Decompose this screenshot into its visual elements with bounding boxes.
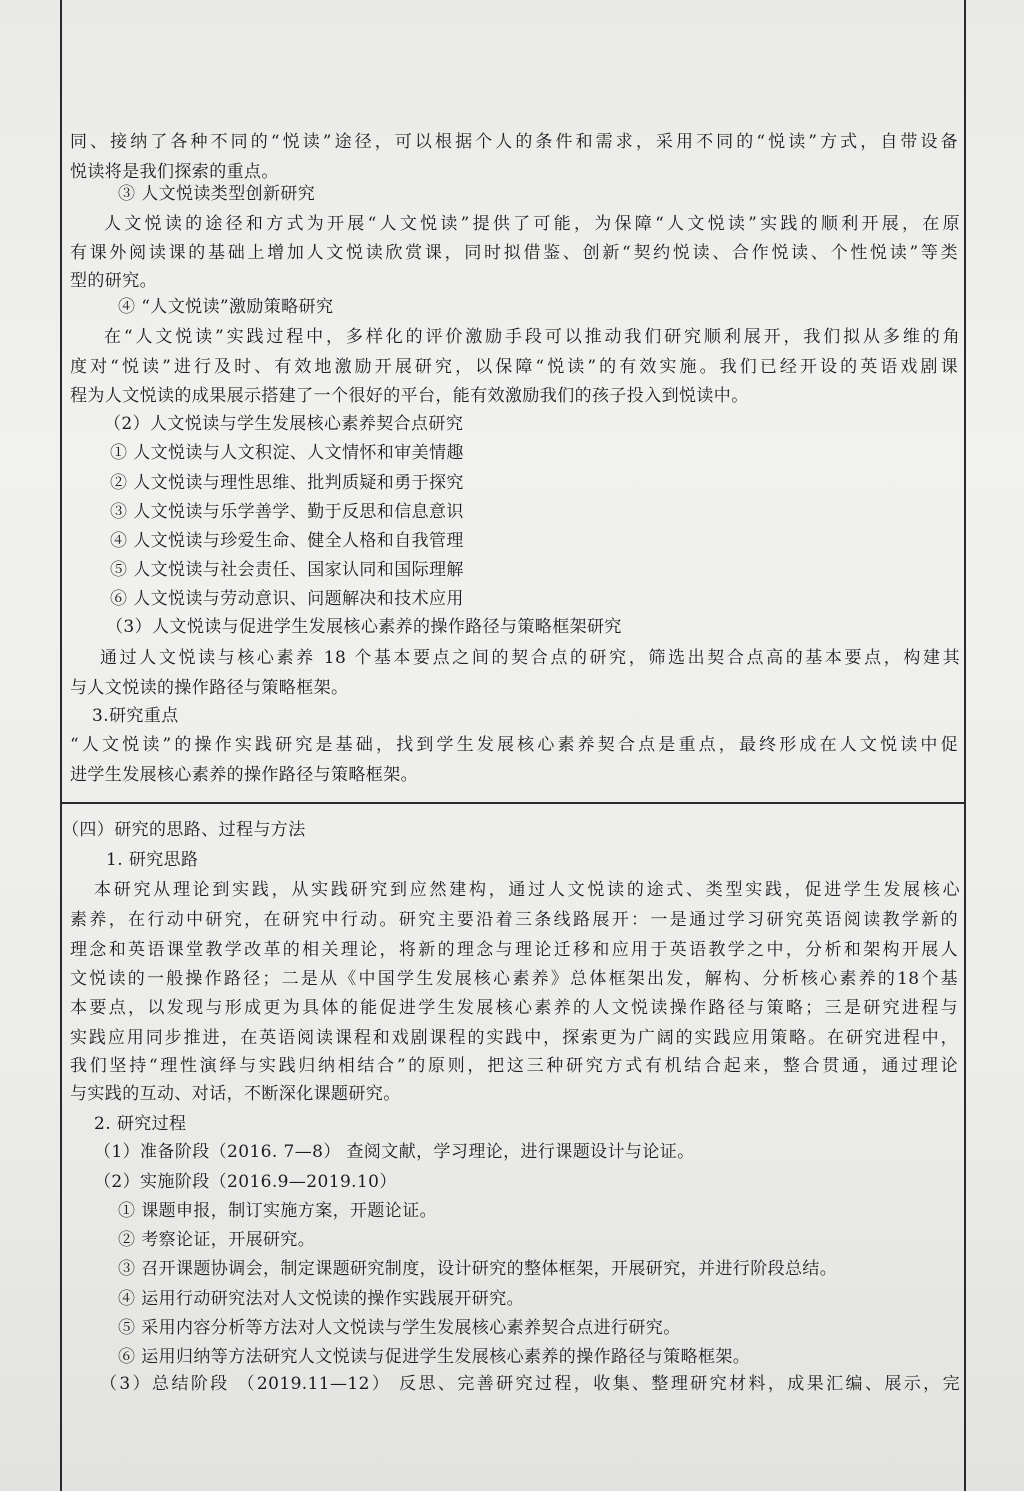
list-item: ③ 人文悦读与乐学善学、勤于反思和信息意识 bbox=[110, 502, 464, 522]
paragraph-line: 有课外阅读课的基础上增加人文悦读欣赏课，同时拟借鉴、创新“契约悦读、合作悦读、个性悦读”等类 bbox=[70, 243, 958, 263]
subheading: 3.研究重点 bbox=[92, 706, 179, 726]
paragraph-line: 本要点，以发现与形成更为具体的能促进学生发展核心素养的人文悦读操作路径与策略；三是研究进程与 bbox=[70, 998, 958, 1018]
paragraph-line: 在“人文悦读”实践过程中，多样化的评价激励手段可以推动我们研究顺利展开，我们拟从多维的角 bbox=[104, 327, 960, 347]
list-item: ③ 召开课题协调会，制定课题研究制度，设计研究的整体框架，开展研究，并进行阶段总结。 bbox=[118, 1259, 838, 1279]
paragraph-line: 实践应用同步推进，在英语阅读课程和戏剧课程的实践中，探索更为广阔的实践应用策略。在研究进程中， bbox=[70, 1028, 958, 1048]
paragraph-line: 理念和英语课堂教学改革的相关理论，将新的理念与理论迁移和应用于英语教学之中，分析和架构开展人 bbox=[70, 940, 958, 960]
subheading: 2. 研究过程 bbox=[94, 1114, 187, 1134]
paragraph-line: 素养，在行动中研究，在研究中行动。研究主要沿着三条线路展开：一是通过学习研究英语阅读教学新的 bbox=[70, 910, 958, 930]
list-item: ④ 人文悦读与珍爱生命、健全人格和自我管理 bbox=[110, 531, 464, 551]
paragraph-line: 我们坚持“理性演绎与实践归纳相结合”的原则，把这三种研究方式有机结合起来，整合贯通，通过理论 bbox=[70, 1056, 958, 1076]
paragraph-line: 度对“悦读”进行及时、有效地激励开展研究，以保障“悦读”的有效实施。我们已经开设的英语戏剧课 bbox=[70, 357, 958, 377]
paragraph-line: 型的研究。 bbox=[70, 271, 157, 291]
stage-line: （3）总结阶段 （2019.11—12） 反思、完善研究过程，收集、整理研究材料，成果汇编、展示，完 bbox=[100, 1374, 960, 1394]
subheading: 1. 研究思路 bbox=[106, 850, 199, 870]
paragraph-line: 程为人文悦读的成果展示搭建了一个很好的平台，能有效激励我们的孩子投入到悦读中。 bbox=[70, 386, 749, 406]
list-item: ⑤ 采用内容分析等方法对人文悦读与学生发展核心素养契合点进行研究。 bbox=[118, 1318, 681, 1338]
paragraph-line: 悦读将是我们探索的重点。 bbox=[70, 162, 279, 182]
subheading: ③ 人文悦读类型创新研究 bbox=[118, 184, 316, 204]
list-item: ① 课题申报，制订实施方案，开题论证。 bbox=[118, 1201, 438, 1221]
paragraph-line: “人文悦读”的操作实践研究是基础，找到学生发展核心素养契合点是重点，最终形成在人文悦读中促 bbox=[70, 735, 958, 755]
paragraph-line: 通过人文悦读与核心素养 18 个基本要点之间的契合点的研究，筛选出契合点高的基本要点，构建其 bbox=[100, 648, 960, 668]
list-item: ⑤ 人文悦读与社会责任、国家认同和国际理解 bbox=[110, 560, 464, 580]
stage-line: （1）准备阶段（2016. 7—8） 查阅文献，学习理论，进行课题设计与论证。 bbox=[94, 1142, 695, 1162]
stage-line: （2）实施阶段（2016.9—2019.10） bbox=[94, 1172, 397, 1192]
list-item: ② 考察论证，开展研究。 bbox=[118, 1230, 316, 1250]
paragraph-line: 本研究从理论到实践，从实践研究到应然建构，通过人文悦读的途式、类型实践，促进学生发展核心 bbox=[94, 880, 960, 900]
paragraph-line: 同、接纳了各种不同的“悦读”途径，可以根据个人的条件和需求，采用不同的“悦读”方式，自带设备 bbox=[70, 132, 958, 152]
paragraph-line: 人文悦读的途径和方式为开展“人文悦读”提供了可能，为保障“人文悦读”实践的顺利开展，在原 bbox=[104, 214, 960, 234]
list-item: ④ 运用行动研究法对人文悦读的操作实践展开研究。 bbox=[118, 1289, 525, 1309]
section-heading: （四）研究的思路、过程与方法 bbox=[62, 820, 306, 840]
subheading: （3）人文悦读与促进学生发展核心素养的操作路径与策略框架研究 bbox=[106, 617, 622, 637]
paragraph-line: 进学生发展核心素养的操作路径与策略框架。 bbox=[70, 765, 418, 785]
subheading: （2）人文悦读与学生发展核心素养契合点研究 bbox=[104, 414, 464, 434]
list-item: ⑥ 运用归纳等方法研究人文悦读与促进学生发展核心素养的操作路径与策略框架。 bbox=[118, 1347, 751, 1367]
paragraph-line: 文悦读的一般操作路径；二是从《中国学生发展核心素养》总体框架出发，解构、分析核心素养的18个基 bbox=[70, 969, 958, 989]
subheading: ④ “人文悦读”激励策略研究 bbox=[118, 297, 334, 317]
list-item: ⑥ 人文悦读与劳动意识、问题解决和技术应用 bbox=[110, 589, 464, 609]
paragraph-line: 与实践的互动、对话，不断深化课题研究。 bbox=[70, 1084, 401, 1104]
list-item: ① 人文悦读与人文积淀、人文情怀和审美情趣 bbox=[110, 443, 464, 463]
paragraph-line: 与人文悦读的操作路径与策略框架。 bbox=[70, 678, 349, 698]
list-item: ② 人文悦读与理性思维、批判质疑和勇于探究 bbox=[110, 473, 464, 493]
